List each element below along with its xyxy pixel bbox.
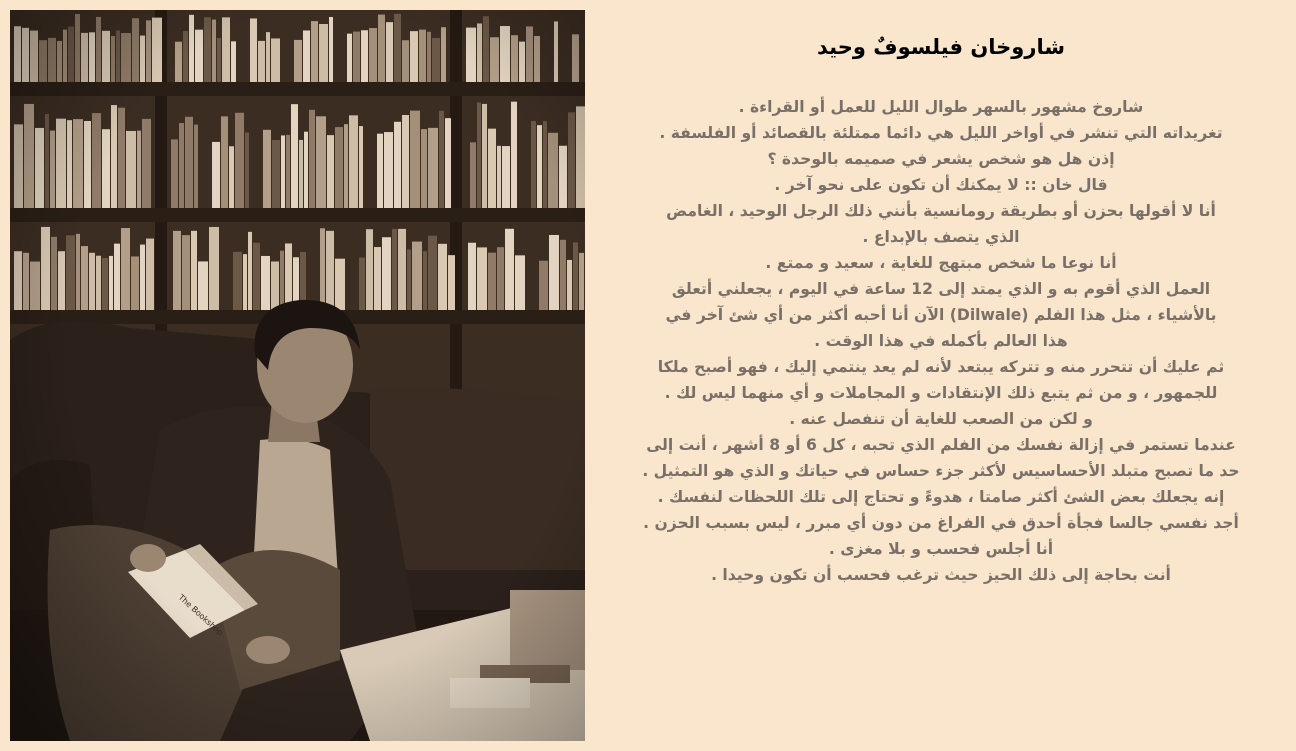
article-line: إذن هل هو شخص يشعر في صميمه بالوحدة ؟ xyxy=(767,150,1115,168)
article-line: أجد نفسي جالسا فجأة أحدق في الفراغ من دون أي مبرر ، ليس بسبب الحزن . xyxy=(643,514,1239,532)
article-line: أنا نوعا ما شخص مبتهج للغاية ، سعيد و ممتع . xyxy=(765,254,1117,272)
article-line: شاروخ مشهور بالسهر طوال الليل للعمل أو القراءة . xyxy=(738,98,1144,116)
article-line: قال خان :: لا يمكنك أن تكون على نحو آخر . xyxy=(774,176,1108,194)
article-line: عندما تستمر في إزالة نفسك من الفلم الذي تحبه ، كل 6 أو 8 أشهر ، أنت إلى xyxy=(646,436,1236,454)
article-line: بالأشياء ، مثل هذا الفلم (Dilwale) الآن أنا أحبه أكثر من أي شئ آخر في xyxy=(665,306,1217,324)
article-line: العمل الذي أقوم به و الذي يمتد إلى 12 ساعة في اليوم ، يجعلني أتعلق xyxy=(671,280,1211,298)
article-line: تغريداته التي تنشر في أواخر الليل هي دائما ممتلئة بالقصائد أو الفلسفة . xyxy=(659,124,1223,142)
article-line: للجمهور ، و من ثم يتبع ذلك الإنتقادات و المجاملات و أي منهما ليس لك . xyxy=(664,384,1218,402)
article-line: إنه يجعلك بعض الشئ أكثر صامتا ، هدوءً و تحتاج إلى تلك اللحظات لنفسك . xyxy=(657,488,1225,506)
article-line: هذا العالم بأكمله في هذا الوقت . xyxy=(814,332,1068,350)
article-line: أنا لا أقولها بحزن أو بطريقة رومانسية بأنني ذلك الرجل الوحيد ، الغامض xyxy=(666,202,1216,220)
article-line: الذي يتصف بالإبداع . xyxy=(862,228,1020,246)
article-title: شاروخان فيلسوفٌ وحيد xyxy=(817,35,1065,59)
photo-scene xyxy=(10,10,585,741)
article-line: و لكن من الصعب للغاية أن تنفصل عنه . xyxy=(789,410,1093,428)
article-line: أنت بحاجة إلى ذلك الحيز حيث ترغب فحسب أن تكون وحيدا . xyxy=(711,566,1171,584)
article xyxy=(596,30,1286,742)
article-photo xyxy=(10,10,585,741)
article-line: أنا أجلس فحسب و بلا مغزى . xyxy=(828,540,1054,558)
article-line: ثم عليك أن تتحرر منه و تتركه يبتعد لأنه لم يعد ينتمي إليك ، فهو أصبح ملكا xyxy=(657,358,1225,376)
article-line: حد ما تصبح متبلد الأحساسيس لأكثر جزء حساس في حياتك و الذي هو التمثيل . xyxy=(642,462,1240,480)
article-body xyxy=(596,94,1286,588)
